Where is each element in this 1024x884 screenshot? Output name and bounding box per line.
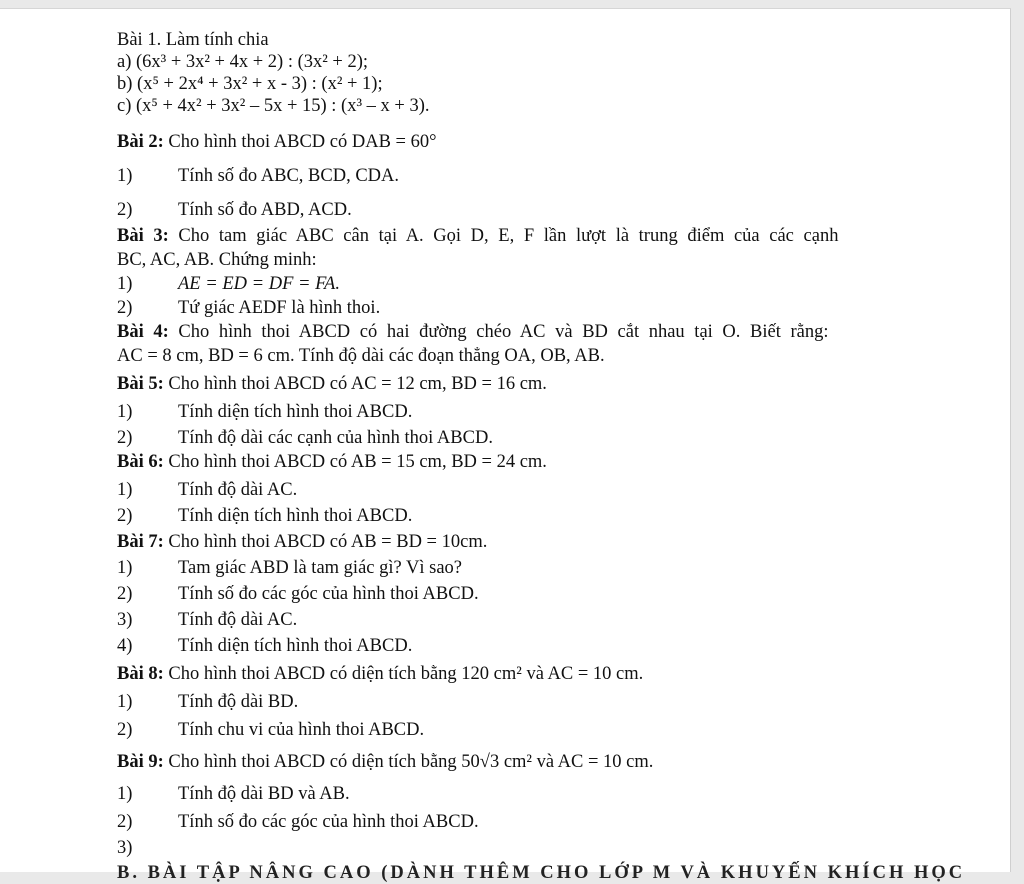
bai1-b: b) (x⁵ + 2x⁴ + 3x² + x - 3) : (x² + 1); (117, 74, 383, 94)
item-text: Tính số đo các góc của hình thoi ABCD. (178, 584, 479, 604)
item-number: 2) (117, 720, 133, 740)
item-text: Tính chu vi của hình thoi ABCD. (178, 720, 425, 740)
item-number: 2) (117, 506, 133, 526)
bai1-c: c) (x⁵ + 4x² + 3x² – 5x + 15) : (x³ – x + 3). (117, 96, 430, 116)
bai7-label: Bài 7: (117, 532, 164, 552)
bai4-line2: AC = 8 cm, BD = 6 cm. Tính độ dài các đoạn thẳng OA, OB, AB. (117, 346, 605, 366)
bai3-label: Bài 3: (117, 226, 169, 246)
bai2-text: Cho hình thoi ABCD có DAB = 60° (168, 132, 437, 152)
item-text: Tam giác ABD là tam giác gì? Vì sao? (178, 558, 463, 578)
item-text: Tính độ dài các cạnh của hình thoi ABCD. (178, 428, 493, 448)
item-number: 2) (117, 428, 133, 448)
bai6-text: Cho hình thoi ABCD có AB = 15 cm, BD = 24 cm. (168, 452, 547, 472)
bai9-text: Cho hình thoi ABCD có diện tích bằng 50√3 cm² và AC = 10 cm. (168, 752, 654, 772)
item-number: 3) (117, 838, 133, 858)
section-b-heading-cut: B. BÀI TẬP NÂNG CAO (DÀNH THÊM CHO LỚP M VÀ KHUYẾN KHÍCH HỌC (117, 863, 966, 883)
item-number: 2) (117, 584, 133, 604)
bai3-line1: Cho tam giác ABC cân tại A. Gọi D, E, F lần lượt là trung điểm của các cạnh (178, 226, 839, 246)
item-text: Tính độ dài AC. (178, 610, 298, 630)
bai1-title: Bài 1. Làm tính chia (117, 30, 269, 50)
item-text: Tính số đo ABC, BCD, CDA. (178, 166, 400, 186)
item-text: Tính diện tích hình thoi ABCD. (178, 506, 413, 526)
bai5-label: Bài 5: (117, 374, 164, 394)
bai7-text: Cho hình thoi ABCD có AB = BD = 10cm. (168, 532, 488, 552)
item-number: 1) (117, 166, 133, 186)
document-page (0, 8, 1011, 883)
bai3-line2: BC, AC, AB. Chứng minh: (117, 250, 317, 270)
item-number: 4) (117, 636, 133, 656)
item-number: 1) (117, 692, 133, 712)
item-text: Tính số đo ABD, ACD. (178, 200, 352, 220)
item-text: AE = ED = DF = FA. (178, 274, 340, 294)
item-text: Tứ giác AEDF là hình thoi. (178, 298, 381, 318)
bai1-a: a) (6x³ + 3x² + 4x + 2) : (3x² + 2); (117, 52, 369, 72)
item-number: 3) (117, 610, 133, 630)
item-text: Tính số đo các góc của hình thoi ABCD. (178, 812, 479, 832)
bai5-text: Cho hình thoi ABCD có AC = 12 cm, BD = 16 cm. (168, 374, 547, 394)
bai8-text: Cho hình thoi ABCD có diện tích bằng 120 cm² và AC = 10 cm. (168, 664, 644, 684)
item-text: Tính diện tích hình thoi ABCD. (178, 636, 413, 656)
item-number: 1) (117, 784, 133, 804)
bai9-label: Bài 9: (117, 752, 164, 772)
item-number: 1) (117, 274, 133, 294)
item-text: Tính độ dài BD. (178, 692, 299, 712)
bai4-line1: Cho hình thoi ABCD có hai đường chéo AC và BD cắt nhau tại O. Biết rằng: (178, 322, 829, 342)
item-number: 1) (117, 558, 133, 578)
item-text: Tính diện tích hình thoi ABCD. (178, 402, 413, 422)
item-number: 2) (117, 812, 133, 832)
bai4-label: Bài 4: (117, 322, 169, 342)
item-number: 1) (117, 402, 133, 422)
bai2-label: Bài 2: (117, 132, 164, 152)
bai6-label: Bài 6: (117, 452, 164, 472)
item-number: 2) (117, 298, 133, 318)
item-text: Tính độ dài BD và AB. (178, 784, 350, 804)
item-text: Tính độ dài AC. (178, 480, 298, 500)
item-number: 2) (117, 200, 133, 220)
item-number: 1) (117, 480, 133, 500)
bai8-label: Bài 8: (117, 664, 164, 684)
